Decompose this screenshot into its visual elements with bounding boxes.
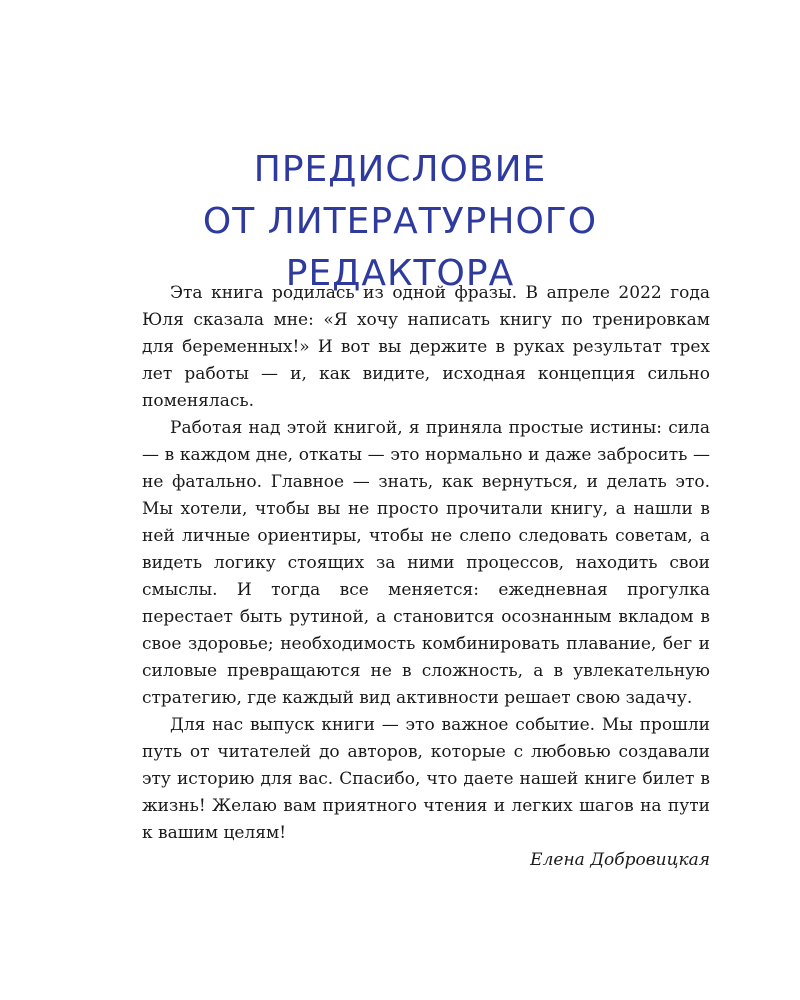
author-signature: Елена Добровицкая [530, 850, 710, 870]
title-line-3: РЕДАКТОРА [285, 253, 515, 295]
title-line-2: ОТ ЛИТЕРАТУРНОГО [202, 201, 598, 243]
page-title [0, 144, 800, 300]
paragraph-3: Для нас выпуск книги — это важное событие. Мы прошли путь от читателей до авторов, которые с любовью создавали эту историю для вас. Спасибо, что даете нашей книге билет в жизнь! Желаю вам приятного чтения и легких шагов на пути к вашим целям! [142, 715, 710, 843]
paragraph-1: Эта книга родилась из одной фразы. В апреле 2022 года Юля сказала мне: «Я хочу написать книгу по тренировкам для беременных!» И вот вы держите в руках результат трех лет работы — и, как видите, исходная концепция сильно поменялась. [142, 283, 710, 411]
preface-body [142, 280, 710, 874]
paragraph-2: Работая над этой книгой, я приняла простые истины: сила — в каждом дне, откаты — это нормально и даже забросить — не фатально. Главное — знать, как вернуться, и делать это. Мы хотели, чтобы вы не просто прочитали книгу, а нашли в ней личные ориентиры, чтобы не слепо следовать советам, а видеть логику стоящих за ними процессов, находить свои смыслы. И тогда все меняется: ежедневная прогулка перестает быть рутиной, а становится осознанным вкладом в свое здоровье; необходимость комбинировать плавание, бег и силовые превращаются не в сложность, а в увлекательную стратегию, где каждый вид активности решает свою задачу. [142, 418, 710, 708]
title-line-1: ПРЕДИСЛОВИЕ [253, 149, 547, 191]
